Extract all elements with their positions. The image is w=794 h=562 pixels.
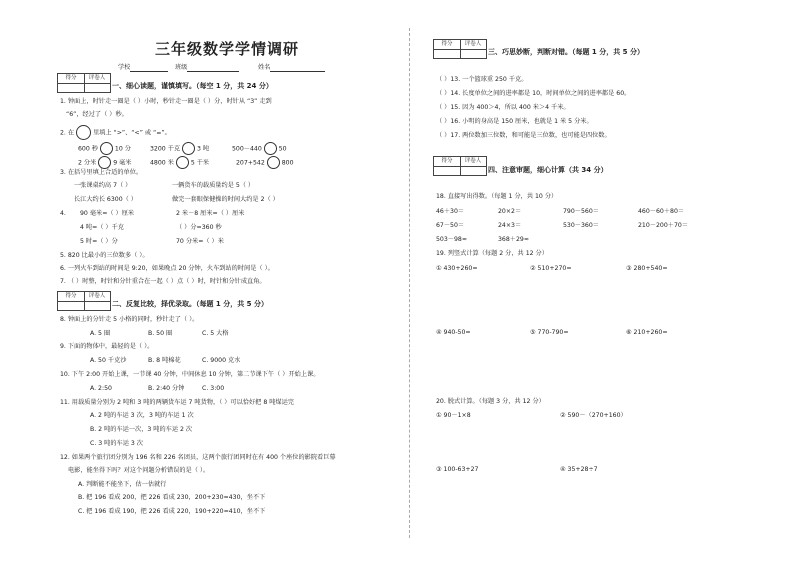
q2-sample-circle <box>76 125 91 140</box>
score-box-2: 得分 评卷人 <box>57 291 111 311</box>
step-calc: ② 590－（270+160） <box>560 412 627 419</box>
q4-item: 5 时=（ ）分 <box>80 238 118 245</box>
q5: 5. 820 比最小的三位数多（ ）。 <box>60 252 149 259</box>
judge-item: （ ）13. 一个篮球重 250 千克。 <box>436 76 528 83</box>
page-divider <box>409 28 410 538</box>
q2-compare-circle[interactable] <box>176 156 189 169</box>
q11: 11. 用载质量分别为 2 吨和 3 吨的两辆货车运 7 吨货物，（ ）可以恰好把 8 吨煤运完 <box>60 399 294 406</box>
oral-calc: 368＋29≈ <box>498 236 530 243</box>
q2-row1: 3200 千克 3 吨 <box>150 142 209 155</box>
q12-option[interactable]: B. 把 196 看成 200，把 226 看成 230，200+230=430，坐不下 <box>78 494 266 501</box>
q11-option[interactable]: B. 2 吨的车运一次，3 吨的车运 2 次 <box>90 426 193 433</box>
q4-item: 2 米－8 厘米=（ ）厘米 <box>176 210 245 217</box>
q11-option[interactable]: A. 2 吨的车运 3 次，3 吨的车运 1 次 <box>90 412 194 419</box>
step-calc: ④ 35+28÷7 <box>560 466 598 473</box>
q11-option[interactable]: C. 3 吨的车运 3 次 <box>90 440 143 447</box>
q9-option[interactable]: A. 50 千克沙 <box>90 357 127 364</box>
q4-item: 4 吨=（ ）千克 <box>80 224 124 231</box>
q6: 6. 一列火车到站的时间是 9:20，如果晚点 20 分钟，火车到站的时间是（ ）。 <box>60 265 274 272</box>
q9: 9. 下面的物体中，最轻的是（ ）。 <box>60 343 154 350</box>
q4-item: 90 毫米=（ ）厘米 <box>80 210 135 217</box>
q2-row2: 207+542 800 <box>236 156 294 169</box>
q12-line-b: 电影，能坐得下吗？对这个问题分析错误的是（ ）。 <box>68 467 210 474</box>
q9-option[interactable]: C. 9000 克水 <box>202 357 241 364</box>
q3-item: 一辆货车的载质量约是 5（ ） <box>172 182 255 189</box>
q2-compare-circle[interactable] <box>182 142 195 155</box>
q2-row2: 2 分米 9 毫米 <box>78 156 132 169</box>
q7: 7. （ ）时整，时针和分针重合在一起（ ）点（ ）时，时针和分针成直角。 <box>60 278 266 285</box>
q2-row1: 600 秒 10 分 <box>78 142 131 155</box>
q2-compare-circle[interactable] <box>267 156 280 169</box>
vertical-calc: ④ 940-50= <box>436 329 471 336</box>
vertical-calc: ⑤ 770-790= <box>530 329 569 336</box>
oral-calc: 503－98≈ <box>436 236 468 243</box>
q8-option[interactable]: C. 5 大格 <box>202 330 229 337</box>
section3-heading: 三、巧思妙断，判断对错。（每题 1 分，共 5 分） <box>488 48 644 56</box>
school-field[interactable]: 学校 <box>118 64 168 72</box>
vertical-calc: ① 430+260= <box>436 265 478 272</box>
q2-row2: 4800 米 5 千米 <box>150 156 209 169</box>
q8-option[interactable]: B. 50 圈 <box>148 330 173 337</box>
oral-calc: 530－360＝ <box>563 222 599 229</box>
q1-line-a: 1. 钟面上，时针走一圈是（ ）小时，秒针走一圈是（ ）分，时针从 “3” 走到 <box>60 98 272 105</box>
q10-option[interactable]: C. 3:00 <box>202 385 225 392</box>
q3-item: 长江大约长 6300（ ） <box>74 196 137 203</box>
q19-stem: 19. 列竖式计算（每题 2 分，共 12 分） <box>436 250 548 257</box>
judge-item: （ ）17. 两位数加三位数，和可能是三位数，也可能是四位数。 <box>436 132 611 139</box>
name-field[interactable]: 姓名 <box>258 64 325 72</box>
judge-item: （ ）14. 长度单位之间的进率都是 10，时间单位之间的进率都是 60。 <box>436 90 631 97</box>
judge-item: （ ）16. 小明的身高是 150 厘米，也就是 1 米 5 分米。 <box>436 118 593 125</box>
oral-calc: 460－60＋80＝ <box>638 208 685 215</box>
q2-row1: 500－440 50 <box>232 142 287 155</box>
q1-line-b: “6”，经过了（ ）秒。 <box>66 111 128 118</box>
q3-stem: 3. 在括号里填上合适的单位。 <box>60 169 143 176</box>
q10-option[interactable]: A. 2:50 <box>90 385 112 392</box>
oral-calc: 24×3＝ <box>498 222 522 229</box>
score-box-1: 得分 评卷人 <box>57 73 111 93</box>
q9-option[interactable]: B. 8 吨棉花 <box>148 357 181 364</box>
q20-stem: 20. 脱式计算。（每题 3 分，共 12 分） <box>436 398 545 405</box>
vertical-calc: ⑥ 210+260= <box>626 329 668 336</box>
q8: 8. 钟面上的分针走 5 小格的同时，秒针走了（ ）。 <box>60 316 199 323</box>
q12-option[interactable]: C. 把 196 看成 190，把 226 看成 220，190+220=410，坐不下 <box>78 508 266 515</box>
oral-calc: 46＋30＝ <box>436 208 465 215</box>
score-box-4: 得分 评卷人 <box>433 156 487 176</box>
oral-calc: 210－200＋70＝ <box>638 222 689 229</box>
q2-compare-circle[interactable] <box>98 156 111 169</box>
oral-calc: 67－50＝ <box>436 222 465 229</box>
section1-heading: 一、细心读题，谨慎填写。（每空 1 分，共 24 分） <box>112 82 273 90</box>
q4-stem: 4. <box>60 210 66 217</box>
vertical-calc: ② 510+270= <box>530 265 572 272</box>
q2-compare-circle[interactable] <box>264 142 277 155</box>
q4-item: （ ）分=360 秒 <box>176 224 222 231</box>
q10: 10. 下午 2:00 开始上课，一节课 40 分钟，中间休息 10 分钟，第二节课下午（ ）开始上课。 <box>60 371 320 378</box>
q10-option[interactable]: B. 2:40 分钟 <box>148 385 185 392</box>
class-field[interactable]: 班级 <box>175 64 239 72</box>
q3-item: 一张课桌约高 7（ ） <box>74 182 132 189</box>
page-title: 三年级数学学情调研 <box>155 40 300 58</box>
section2-heading: 二、反复比较，择优录取。（每题 1 分，共 5 分） <box>112 300 268 308</box>
q3-item: 做完一套眼保健操的时间大约是 2（ ） <box>172 196 279 203</box>
vertical-calc: ③ 280+540= <box>626 265 668 272</box>
q4-item: 70 分米=（ ）米 <box>176 238 224 245</box>
oral-calc: 20×2＝ <box>498 208 522 215</box>
judge-item: （ ）15. 因为 400＞4，所以 400 米＞4 千米。 <box>436 104 570 111</box>
score-box-3: 得分 评卷人 <box>433 39 487 59</box>
section4-heading: 四、注意审题，细心计算（共 34 分） <box>488 166 608 174</box>
q18-stem: 18. 直接写出得数。（每题 1 分，共 10 分） <box>436 193 558 200</box>
q8-option[interactable]: A. 5 圈 <box>90 330 111 337</box>
step-calc: ① 90－1×8 <box>436 412 471 419</box>
q12-line-a: 12. 如果两个旅行团分别为 196 名和 226 名团员，这两个旅行团同时在有 400 个座位的影院看巨幕 <box>60 454 336 461</box>
q2-stem: 2. 在 里填上 “>”、“<” 或 “=”。 <box>60 125 171 140</box>
oral-calc: 790－560＝ <box>563 208 599 215</box>
q2-compare-circle[interactable] <box>100 142 113 155</box>
step-calc: ③ 100-63+27 <box>436 466 479 473</box>
q12-option[interactable]: A. 判断能不能坐下，估一估就行 <box>78 481 167 488</box>
